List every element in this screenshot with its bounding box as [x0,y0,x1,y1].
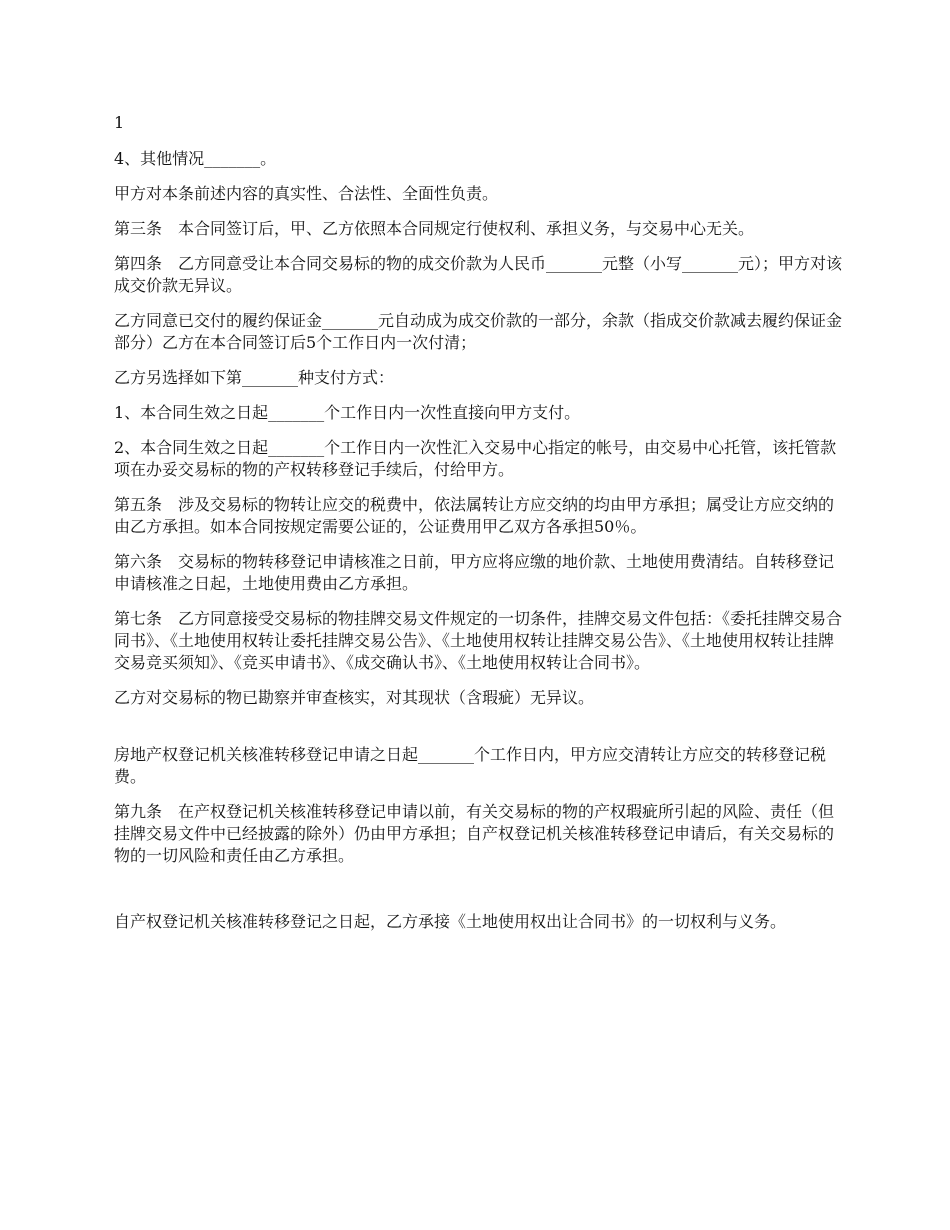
paragraph-deposit: 乙方同意已交付的履约保证金_______元自动成为成交价款的一部分，余款（指成交价款减去履约保证金部分）乙方在本合同签订后5个工作日内一次付清； [114,311,843,352]
paragraph-article-9: 第九条 在产权登记机关核准转移登记申请以前，有关交易标的物的产权瑕疵所引起的风险、责任（但挂牌交易文件中已经披露的除外）仍由甲方承担；自产权登记机关核准转移登记申请后，有关交易标的物的一切风险和责任由乙方承担。 [114,802,835,865]
paragraph-responsibility: 甲方对本条前述内容的真实性、合法性、全面性负责。 [114,184,499,203]
paragraph-payment-method: 乙方另选择如下第_______种支付方式： [114,368,395,387]
paragraph-article-3: 第三条 本合同签订后，甲、乙方依照本合同规定行使权利、承担义务，与交易中心无关。 [114,219,755,238]
paragraph-article-7: 第七条 乙方同意接受交易标的物挂牌交易文件规定的一切条件，挂牌交易文件包括：《委托挂牌交易合同书》、《土地使用权转让委托挂牌交易公告》、《土地使用权转让挂牌交易公告》、《土地使用权转让挂牌交易竞买须知》、《竞买申请书》、《成交确认书》、《土地使用权转让合同书》。 [114,609,843,672]
section-gap [114,722,844,744]
section-gap [114,880,844,911]
paragraph-article-4: 第四条 乙方同意受让本合同交易标的物的成交价款为人民币_______元整（小写_______元）；甲方对该成交价款无异议。 [114,254,843,295]
paragraph-payment-option-1: 1、本合同生效之日起_______个工作日内一次性直接向甲方支付。 [114,403,581,422]
paragraph-inspection: 乙方对交易标的物已勘察并审查核实，对其现状（含瑕疵）无异议。 [114,688,595,707]
paragraph-registration-tax: 房地产权登记机关核准转移登记申请之日起_______个工作日内，甲方应交清转让方应交的转移登记税费。 [114,745,827,786]
page-number: 1 [114,113,125,132]
paragraph-other-conditions: 4、其他情况_______。 [114,149,277,168]
paragraph-payment-option-2: 2、本合同生效之日起_______个工作日内一次性汇入交易中心指定的帐号，由交易中心托管，该托管款项在办妥交易标的物的产权转移登记手续后，付给甲方。 [114,438,837,479]
paragraph-rights-obligations: 自产权登记机关核准转移登记之日起，乙方承接《土地使用权出让合同书》的一切权利与义务。 [114,912,787,931]
document-page [114,112,844,946]
paragraph-article-5: 第五条 涉及交易标的物转让应交的税费中，依法属转让方应交纳的均由甲方承担；属受让方应交纳的由乙方承担。如本合同按规定需要公证的，公证费用甲乙双方各承担50％。 [114,495,835,536]
paragraph-article-6: 第六条 交易标的物转移登记申请核准之日前，甲方应将应缴的地价款、土地使用费清结。自转移登记申请核准之日起，土地使用费由乙方承担。 [114,552,835,593]
